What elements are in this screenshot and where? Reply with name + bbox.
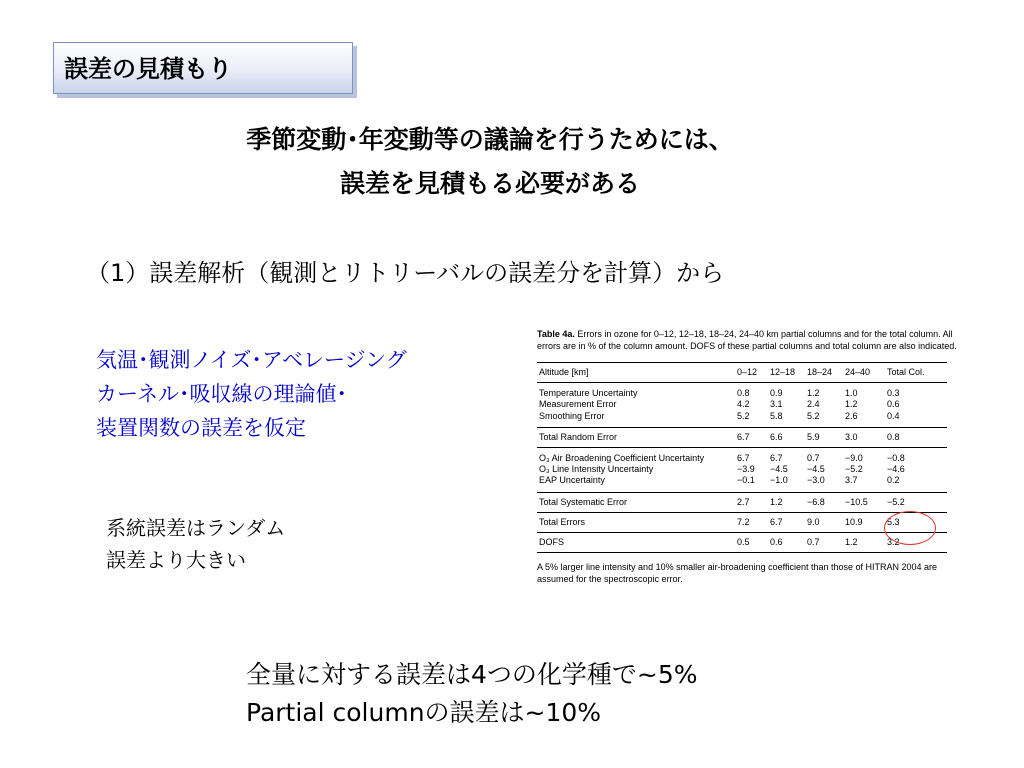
table-row [537,448,947,465]
table-row [537,475,947,492]
assumptions-line-1: 気温･観測ノイズ･アベレージング [96,348,407,372]
cell: 0.6 [768,533,805,553]
header-24-40: 24–40 [843,363,885,383]
summary-line-2: Partial columnの誤差は~10% [246,698,602,727]
row-label: EAP Uncertainty [537,475,735,492]
row-label: DOFS [537,533,735,553]
assumptions-line-3: 装置関数の誤差を仮定 [96,416,306,440]
row-label: Total Systematic Error [537,492,735,512]
cell: 6.6 [768,427,805,447]
table-row [537,411,947,428]
cell: 0.7 [805,533,843,553]
cell: 3.7 [843,475,885,492]
cell: 0.2 [885,475,947,492]
headline-line-2: 誤差を見積もる必要がある [339,169,640,198]
cell: 0.8 [737,388,750,399]
cell: 5.9 [805,427,843,447]
cell: −3.0 [805,475,843,492]
headline-line-1: 季節変動･年変動等の議論を行うためには、 [246,125,734,154]
table-caption [537,329,957,352]
cell: 2.4 [807,399,820,410]
cell: 6.7 [737,453,750,464]
cell: −1.0 [768,475,805,492]
table-row [537,399,947,410]
cell: 0.5 [735,533,768,553]
cell: 2.7 [735,492,768,512]
row-label: Total Random Error [537,427,735,447]
cell: 5.3 [885,512,947,532]
cell: 0.9 [770,388,783,399]
analysis-heading: （1）誤差解析（観測とリトリーバルの誤差分を計算）から [86,259,725,287]
cell: 0.7 [807,453,820,464]
cell: −5.2 [885,492,947,512]
cell: 6.7 [735,427,768,447]
row-label: O₃ Line Intensity Uncertainty [539,464,654,475]
cell: −0.8 [887,453,905,464]
cell: 9.0 [805,512,843,532]
cell: 3.0 [843,427,885,447]
cell: −10.5 [843,492,885,512]
row-label: Total Errors [537,512,735,532]
cell: 3.2 [885,533,947,553]
cell: 10.9 [843,512,885,532]
cell: 0.8 [885,427,947,447]
cell: 6.7 [770,453,783,464]
header-0-12: 0–12 [735,363,768,383]
cell: −9.0 [845,453,863,464]
cell: −3.9 [737,464,755,475]
cell: 5.8 [768,411,805,428]
highlight-circle [884,511,936,545]
header-altitude: Altitude [km] [537,363,735,383]
summary-text [246,656,698,732]
cell: 7.2 [735,512,768,532]
cell: −6.8 [805,492,843,512]
header-18-24: 18–24 [805,363,843,383]
note-line-2: 誤差より大きい [106,548,246,572]
assumptions-text [96,343,407,445]
table-row [537,533,947,553]
cell: 4.2 [737,399,750,410]
slide-title: 誤差の見積もり [53,42,353,94]
table-row [537,427,947,447]
assumptions-line-2: カーネル･吸収線の理論値･ [96,382,347,406]
table-caption-label: Table 4a. [537,329,575,339]
table-footnote: A 5% larger line intensity and 10% smaller air-broadening coefficient than those of HITRAN 2004 are assumed for the spectroscopic error. [537,562,938,584]
table-row [537,464,947,475]
cell: 0.6 [887,399,900,410]
row-label: O₃ Air Broadening Coefficient Uncertainty [539,453,705,464]
table-caption-text: Errors in ozone for 0–12, 12–18, 18–24, 24–40 km partial columns and for the total column. All errors are in % of the column amount. DOFS of these partial columns and total column are also indicated. [537,329,957,351]
header-total-col: Total Col. [885,363,947,383]
cell: 5.2 [735,411,768,428]
cell: 3.1 [770,399,783,410]
cell: 5.2 [805,411,843,428]
cell: 6.7 [768,512,805,532]
table-row [537,383,947,400]
note-line-1: 系統誤差はランダム [106,516,286,540]
cell: −0.1 [735,475,768,492]
row-label: Measurement Error [539,399,617,410]
cell: 1.2 [768,492,805,512]
cell: 0.3 [887,388,900,399]
cell: 1.2 [843,533,885,553]
cell: 1.0 [845,388,858,399]
cell: 1.2 [807,388,820,399]
systematic-error-note [106,512,285,576]
cell: 2.6 [843,411,885,428]
cell: −4.6 [887,464,905,475]
table-row [537,492,947,512]
table-header-row [537,363,947,383]
headline [120,118,860,206]
summary-line-1: 全量に対する誤差は4つの化学種で~5% [246,660,698,689]
cell: 0.4 [885,411,947,428]
cell: −4.5 [770,464,788,475]
cell: −4.5 [807,464,825,475]
error-table-figure [537,329,957,585]
cell: −5.2 [845,464,863,475]
cell: 1.2 [845,399,858,410]
header-12-18: 12–18 [768,363,805,383]
row-label: Smoothing Error [537,411,735,428]
row-label: Temperature Uncertainty [539,388,638,399]
